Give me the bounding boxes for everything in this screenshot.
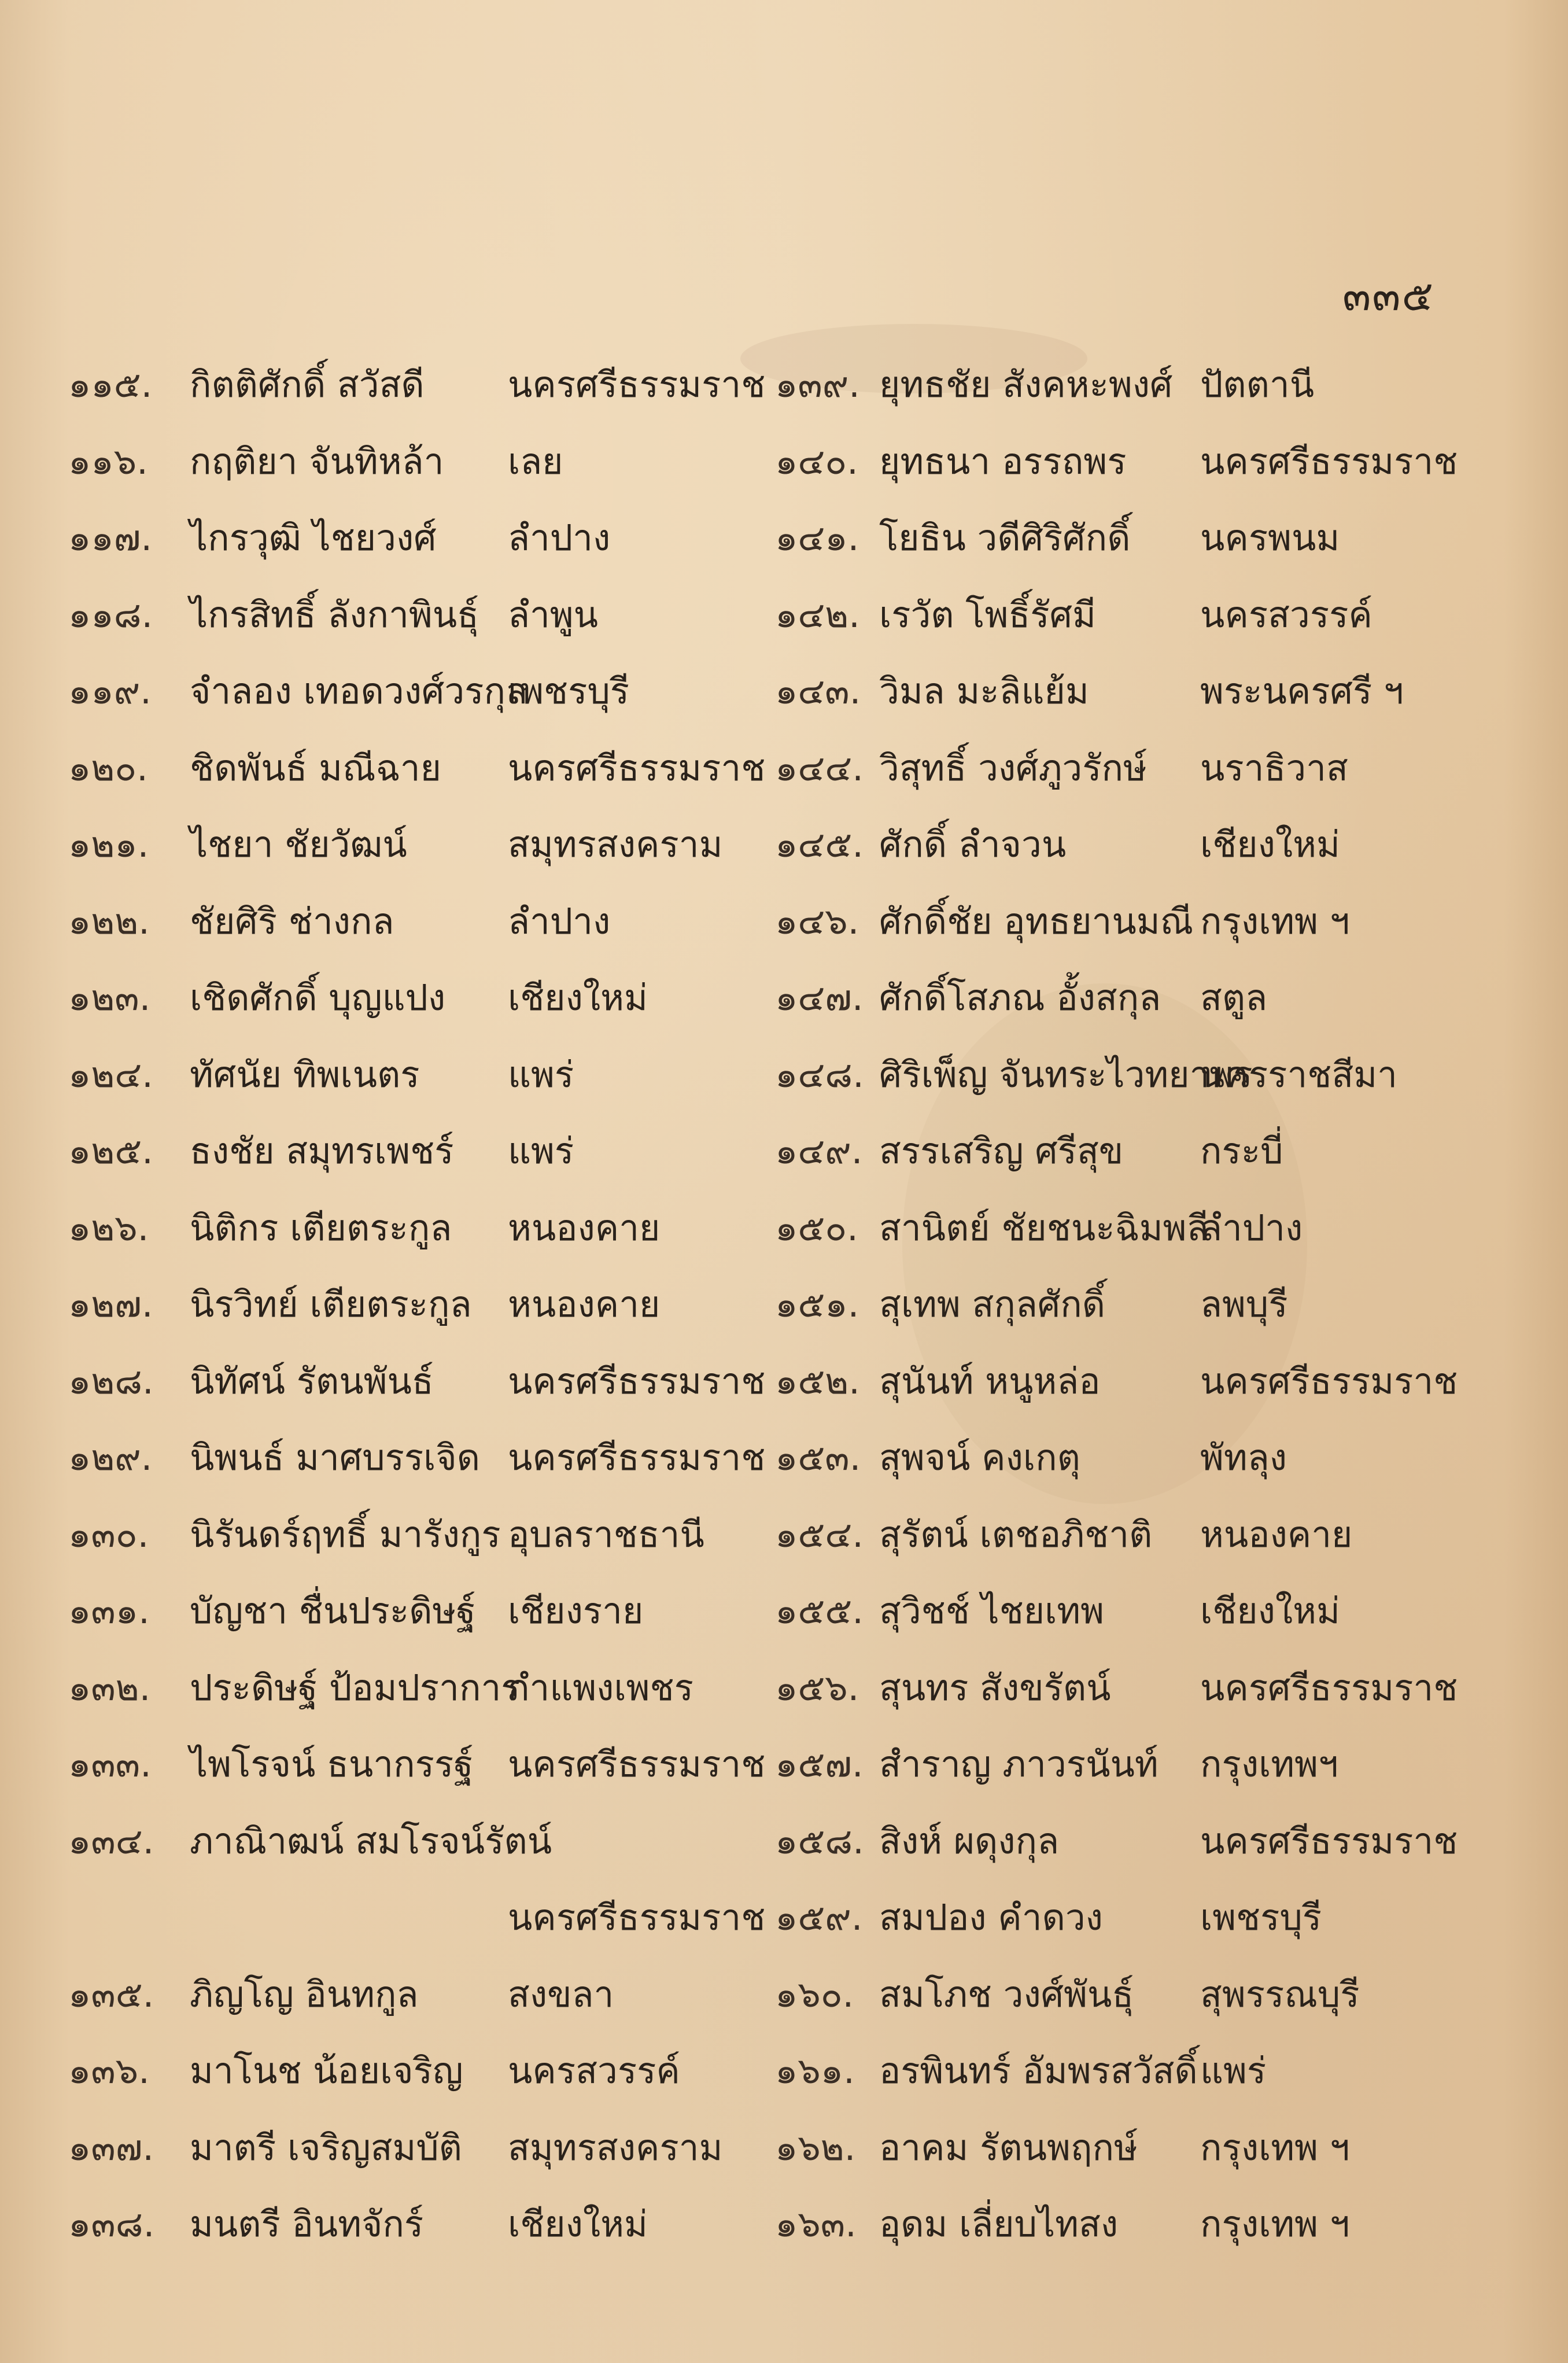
entry-province: เพชรบุรี xyxy=(1200,1896,1322,1938)
entry-province: แพร่ xyxy=(508,1130,574,1172)
list-entry xyxy=(775,1506,1429,1583)
entry-name: นิทัศน์ รัตนพันธ์ xyxy=(190,1359,434,1402)
entry-name: สมโภช วงศ์พันธุ์ xyxy=(879,1973,1134,2015)
list-entry xyxy=(68,816,733,893)
entry-number: ๑๔๕. xyxy=(775,823,864,865)
entry-province: นครศรีธรรมราช xyxy=(1200,1359,1458,1402)
entry-number: ๑๒๗. xyxy=(68,1283,153,1325)
list-entry xyxy=(775,1046,1429,1123)
entry-number: ๑๔๑. xyxy=(775,517,859,559)
entry-province: กระบี่ xyxy=(1200,1130,1283,1172)
page-number: ๓๓๕ xyxy=(1342,271,1434,320)
entry-number: ๑๑๘. xyxy=(68,593,153,636)
list-entry xyxy=(775,1812,1458,1889)
entry-name: บัญชา ชื่นประดิษฐ์ xyxy=(190,1590,476,1632)
list-entry xyxy=(68,356,766,433)
entry-province: นครสวรรค์ xyxy=(508,2049,680,2092)
entry-number: ๑๕๑. xyxy=(775,1283,859,1325)
list-entry xyxy=(68,433,733,510)
entry-number: ๑๖๓. xyxy=(775,2203,857,2245)
list-entry xyxy=(68,2042,733,2119)
left-column xyxy=(68,356,766,2272)
entry-number: ๑๓๕. xyxy=(68,1973,154,2015)
list-entry xyxy=(68,893,733,969)
entry-province: นครราชสีมา xyxy=(1200,1053,1397,1096)
list-entry xyxy=(68,1352,766,1429)
entry-number: ๑๓๓. xyxy=(68,1743,152,1785)
list-entry xyxy=(68,1506,733,1583)
entry-name: สุวิชช์ ไชยเทพ xyxy=(879,1590,1105,1632)
entry-number: ๑๓๐. xyxy=(68,1513,149,1555)
list-entry xyxy=(68,1966,733,2043)
entry-name: เชิดศักดิ์ บุญแปง xyxy=(190,976,446,1019)
entry-name: วิสุทธิ์ วงศ์ภูวรักษ์ xyxy=(879,746,1147,789)
entry-name: ชิดพันธ์ มณีฉาย xyxy=(190,746,441,789)
entry-name: มาโนช น้อยเจริญ xyxy=(190,2049,463,2092)
list-entry xyxy=(775,662,1429,739)
entry-number: ๑๒๕. xyxy=(68,1130,153,1172)
entry-name: อุดม เลี่ยบไทสง xyxy=(879,2203,1119,2245)
entry-name: สรรเสริญ ศรีสุข xyxy=(879,1130,1124,1172)
entry-name: ธงชัย สมุทรเพชร์ xyxy=(190,1130,454,1172)
entry-province: กรุงเทพ ฯ xyxy=(1200,2203,1350,2245)
list-entry xyxy=(68,739,766,816)
list-entry xyxy=(68,1046,733,1123)
entry-name: สุนทร สังขรัตน์ xyxy=(879,1666,1111,1709)
list-entry xyxy=(68,509,733,586)
entry-province: เชียงใหม่ xyxy=(508,2203,648,2245)
entry-number: ๑๒๒. xyxy=(68,900,150,942)
entry-province: ลพบุรี xyxy=(1200,1283,1288,1325)
entry-number: ๑๒๓. xyxy=(68,976,151,1019)
entry-province: แพร่ xyxy=(508,1053,574,1096)
entry-province: ลำปาง xyxy=(508,517,611,559)
entry-number: ๑๖๐. xyxy=(775,1973,854,2015)
entry-number: ๑๔๐. xyxy=(775,440,858,482)
list-entry xyxy=(68,2195,733,2272)
entry-number: ๑๕๔. xyxy=(775,1513,864,1555)
entry-name: สุพจน์ คงเกตุ xyxy=(879,1436,1080,1479)
list-entry xyxy=(775,1199,1429,1276)
entry-number: ๑๖๒. xyxy=(775,2126,856,2169)
entry-province: นครศรีธรรมราช xyxy=(1200,1666,1458,1709)
entry-name: ทัศนัย ทิพเนตร xyxy=(190,1053,420,1096)
entry-number: ๑๔๘. xyxy=(775,1053,864,1096)
entry-province: สมุทรสงคราม xyxy=(508,823,723,865)
entry-number: ๑๑๙. xyxy=(68,670,152,712)
entry-province: สมุทรสงคราม xyxy=(508,2126,723,2169)
entry-province: พระนครศรี ฯ xyxy=(1200,670,1404,712)
entry-number: ๑๕๘. xyxy=(775,1819,864,1862)
entry-number: ๑๔๙. xyxy=(775,1130,863,1172)
entry-name: จำลอง เทอดวงศ์วรกุล xyxy=(190,670,528,712)
entry-name: ภาณิาฒน์ สมโรจน์รัตน์ xyxy=(190,1819,552,1862)
entry-province: กรุงเทพ ฯ xyxy=(1200,900,1350,942)
entry-name: ยุทธนา อรรถพร xyxy=(879,440,1127,482)
list-entry xyxy=(775,893,1429,969)
list-entry xyxy=(68,1812,733,1889)
list-entry xyxy=(68,2119,733,2196)
entry-name: อาคม รัตนพฤกษ์ xyxy=(879,2126,1138,2169)
entry-name: สุนันท์ หนูหล่อ xyxy=(879,1359,1101,1402)
entry-province: นครศรีธรรมราช xyxy=(508,363,766,405)
list-entry xyxy=(775,816,1429,893)
entry-province: นครพนม xyxy=(1200,517,1340,559)
list-entry xyxy=(775,586,1429,663)
entry-province: ลำพูน xyxy=(508,593,599,636)
entry-province: นครสวรรค์ xyxy=(1200,593,1373,636)
entry-number: ๑๕๒. xyxy=(775,1359,860,1402)
entry-number: ๑๒๑. xyxy=(68,823,149,865)
entry-name: วิมล มะลิแย้ม xyxy=(879,670,1089,712)
entry-number: ๑๕๐. xyxy=(775,1206,858,1249)
entry-province: ปัตตานี xyxy=(1200,363,1315,405)
list-entry xyxy=(775,739,1429,816)
entry-name: ภิญโญ อินทกูล xyxy=(190,1973,419,2015)
list-entry xyxy=(68,1889,766,1966)
entry-number: ๑๕๙. xyxy=(775,1896,863,1938)
entry-province: อุบลราชธานี xyxy=(508,1513,704,1555)
list-entry xyxy=(775,1352,1458,1429)
entry-name: นิรวิทย์ เตียตระกูล xyxy=(190,1283,472,1325)
entry-name: สุรัตน์ เตชอภิชาติ xyxy=(879,1513,1153,1555)
list-entry xyxy=(775,1966,1429,2043)
entry-name: ศักดิ์ ลำจวน xyxy=(879,823,1067,865)
entry-name: ประดิษฐ์ ป้อมปราการ xyxy=(190,1666,521,1709)
entry-province: นครศรีธรรมราช xyxy=(1200,1819,1458,1862)
entry-name: ชัยศิริ ช่างกล xyxy=(190,900,394,942)
entry-name: มนตรี อินทจักร์ xyxy=(190,2203,424,2245)
list-entry xyxy=(68,1275,733,1352)
entry-province: นราธิวาส xyxy=(1200,746,1348,789)
entry-name: อรพินทร์ อัมพรสวัสดิ์ xyxy=(879,2049,1198,2092)
entry-province: เชียงใหม่ xyxy=(508,976,648,1019)
entry-province: นครศรีธรรมราช xyxy=(1200,440,1458,482)
list-entry xyxy=(775,509,1429,586)
list-entry xyxy=(775,2042,1429,2119)
list-entry xyxy=(775,969,1429,1046)
list-entry xyxy=(775,356,1429,433)
entry-province: เชียงใหม่ xyxy=(1200,1590,1340,1632)
entry-province: แพร่ xyxy=(1200,2049,1267,2092)
entry-number: ๑๓๒. xyxy=(68,1666,151,1709)
entry-number: ๑๕๕. xyxy=(775,1590,864,1632)
entry-number: ๑๓๔. xyxy=(68,1819,154,1862)
entry-province: กำแพงเพชร xyxy=(508,1666,693,1709)
entry-province: นครศรีธรรมราช xyxy=(508,746,766,789)
entry-province: กรุงเทพ ฯ xyxy=(1200,2126,1350,2169)
entry-name: ไกรวุฒิ ไชยวงศ์ xyxy=(190,517,437,559)
list-entry xyxy=(68,1659,733,1736)
entry-province: ลำปาง xyxy=(508,900,611,942)
list-entry xyxy=(775,1429,1429,1506)
entry-number: ๑๔๖. xyxy=(775,900,859,942)
entry-name: นิพนธ์ มาศบรรเจิด xyxy=(190,1436,480,1479)
entry-province: สงขลา xyxy=(508,1973,614,2015)
entry-number: ๑๔๔. xyxy=(775,746,864,789)
entry-name: สิงห์ ผดุงกุล xyxy=(879,1819,1060,1862)
list-entry xyxy=(68,1429,766,1506)
entry-number: ๑๕๗. xyxy=(775,1743,864,1785)
entry-number: ๑๔๗. xyxy=(775,976,864,1019)
entry-name: นิรันดร์ฤทธิ์ มารังกูร xyxy=(190,1513,501,1555)
entry-name: กฤติยา จันทิหล้า xyxy=(190,440,444,482)
entry-number: ๑๖๑. xyxy=(775,2049,855,2092)
entry-name: สำราญ ภาวรนันท์ xyxy=(879,1743,1159,1785)
entry-province: สุพรรณบุรี xyxy=(1200,1973,1360,2015)
entry-name: เรวัต โพธิ์รัศมี xyxy=(879,593,1096,636)
entry-province: เพชรบุรี xyxy=(508,670,630,712)
list-entry xyxy=(68,586,733,663)
entry-number: ๑๒๙. xyxy=(68,1436,153,1479)
entry-number: ๑๑๗. xyxy=(68,517,153,559)
list-entry xyxy=(68,1582,733,1659)
list-entry xyxy=(68,1122,733,1199)
entry-number: ๑๕๖. xyxy=(775,1666,859,1709)
entry-name: นิติกร เตียตระกูล xyxy=(190,1206,452,1249)
entry-province: ลำปาง xyxy=(1200,1206,1303,1249)
entry-province: หนองคาย xyxy=(508,1283,661,1325)
list-entry xyxy=(775,1275,1429,1352)
list-entry xyxy=(775,1735,1429,1812)
list-entry xyxy=(775,1889,1429,1966)
entry-province: หนองคาย xyxy=(508,1206,661,1249)
entry-number: ๑๔๒. xyxy=(775,593,860,636)
entry-name: มาตรี เจริญสมบัติ xyxy=(190,2126,462,2169)
entry-number: ๑๒๔. xyxy=(68,1053,153,1096)
entry-province: นครศรีธรรมราช xyxy=(508,1436,766,1479)
entry-province: นครศรีธรรมราช xyxy=(508,1743,766,1785)
entry-name: ศิริเพ็ญ จันทระไวทยาพร xyxy=(879,1053,1253,1096)
entry-number: ๑๓๘. xyxy=(68,2203,155,2245)
entry-province: เลย xyxy=(508,440,563,482)
entry-number: ๑๓๑. xyxy=(68,1590,150,1632)
list-entry xyxy=(775,2119,1429,2196)
entry-name: ศักดิ์ชัย อุทธยานมณี xyxy=(879,900,1194,942)
list-entry xyxy=(775,433,1458,510)
list-entry xyxy=(775,1582,1429,1659)
entry-number: ๑๒๘. xyxy=(68,1359,154,1402)
entry-name: โยธิน วดีศิริศักดิ์ xyxy=(879,517,1131,559)
entry-province: เชียงราย xyxy=(508,1590,644,1632)
entry-province: หนองคาย xyxy=(1200,1513,1353,1555)
entry-number: ๑๒๖. xyxy=(68,1206,149,1249)
list-entry xyxy=(775,2195,1429,2272)
list-entry xyxy=(68,1199,733,1276)
entry-province: นครศรีธรรมราช xyxy=(508,1359,766,1402)
entry-province: กรุงเทพฯ xyxy=(1200,1743,1338,1785)
entry-province: สตูล xyxy=(1200,976,1268,1019)
entry-number: ๑๓๖. xyxy=(68,2049,150,2092)
entry-name: ศักดิ์โสภณ อั้งสกุล xyxy=(879,976,1161,1019)
entry-name: ยุทธชัย สังคหะพงศ์ xyxy=(879,363,1173,405)
entry-province: พัทลุง xyxy=(1200,1436,1287,1479)
list-entry xyxy=(68,1735,766,1812)
entry-name: ไกรสิทธิ์ ลังกาพินธุ์ xyxy=(190,593,479,636)
entry-name: ไพโรจน์ ธนากรรฐ์ xyxy=(190,1743,474,1785)
entry-province: เชียงใหม่ xyxy=(1200,823,1340,865)
list-entry xyxy=(68,662,733,739)
entry-name: ไชยา ชัยวัฒน์ xyxy=(190,823,407,865)
entry-number: ๑๒๐. xyxy=(68,746,148,789)
right-column xyxy=(775,356,1458,2272)
list-entry xyxy=(775,1122,1429,1199)
entry-number: ๑๕๓. xyxy=(775,1436,861,1479)
entry-name: สานิตย์ ชัยชนะฉิมพลี xyxy=(879,1206,1209,1249)
entry-number: ๑๓๗. xyxy=(68,2126,154,2169)
entry-name: สุเทพ สกุลศักดิ์ xyxy=(879,1283,1106,1325)
entry-number: ๑๔๓. xyxy=(775,670,861,712)
entry-number: ๑๑๕. xyxy=(68,363,153,405)
entry-name: กิตติศักดิ์ สวัสดี xyxy=(190,363,425,405)
list-entry xyxy=(775,1659,1458,1736)
entry-province: นครศรีธรรมราช xyxy=(508,1896,766,1938)
entry-name: สมปอง คำดวง xyxy=(879,1896,1103,1938)
entry-number: ๑๑๖. xyxy=(68,440,148,482)
list-entry xyxy=(68,969,733,1046)
entry-number: ๑๓๙. xyxy=(775,363,860,405)
